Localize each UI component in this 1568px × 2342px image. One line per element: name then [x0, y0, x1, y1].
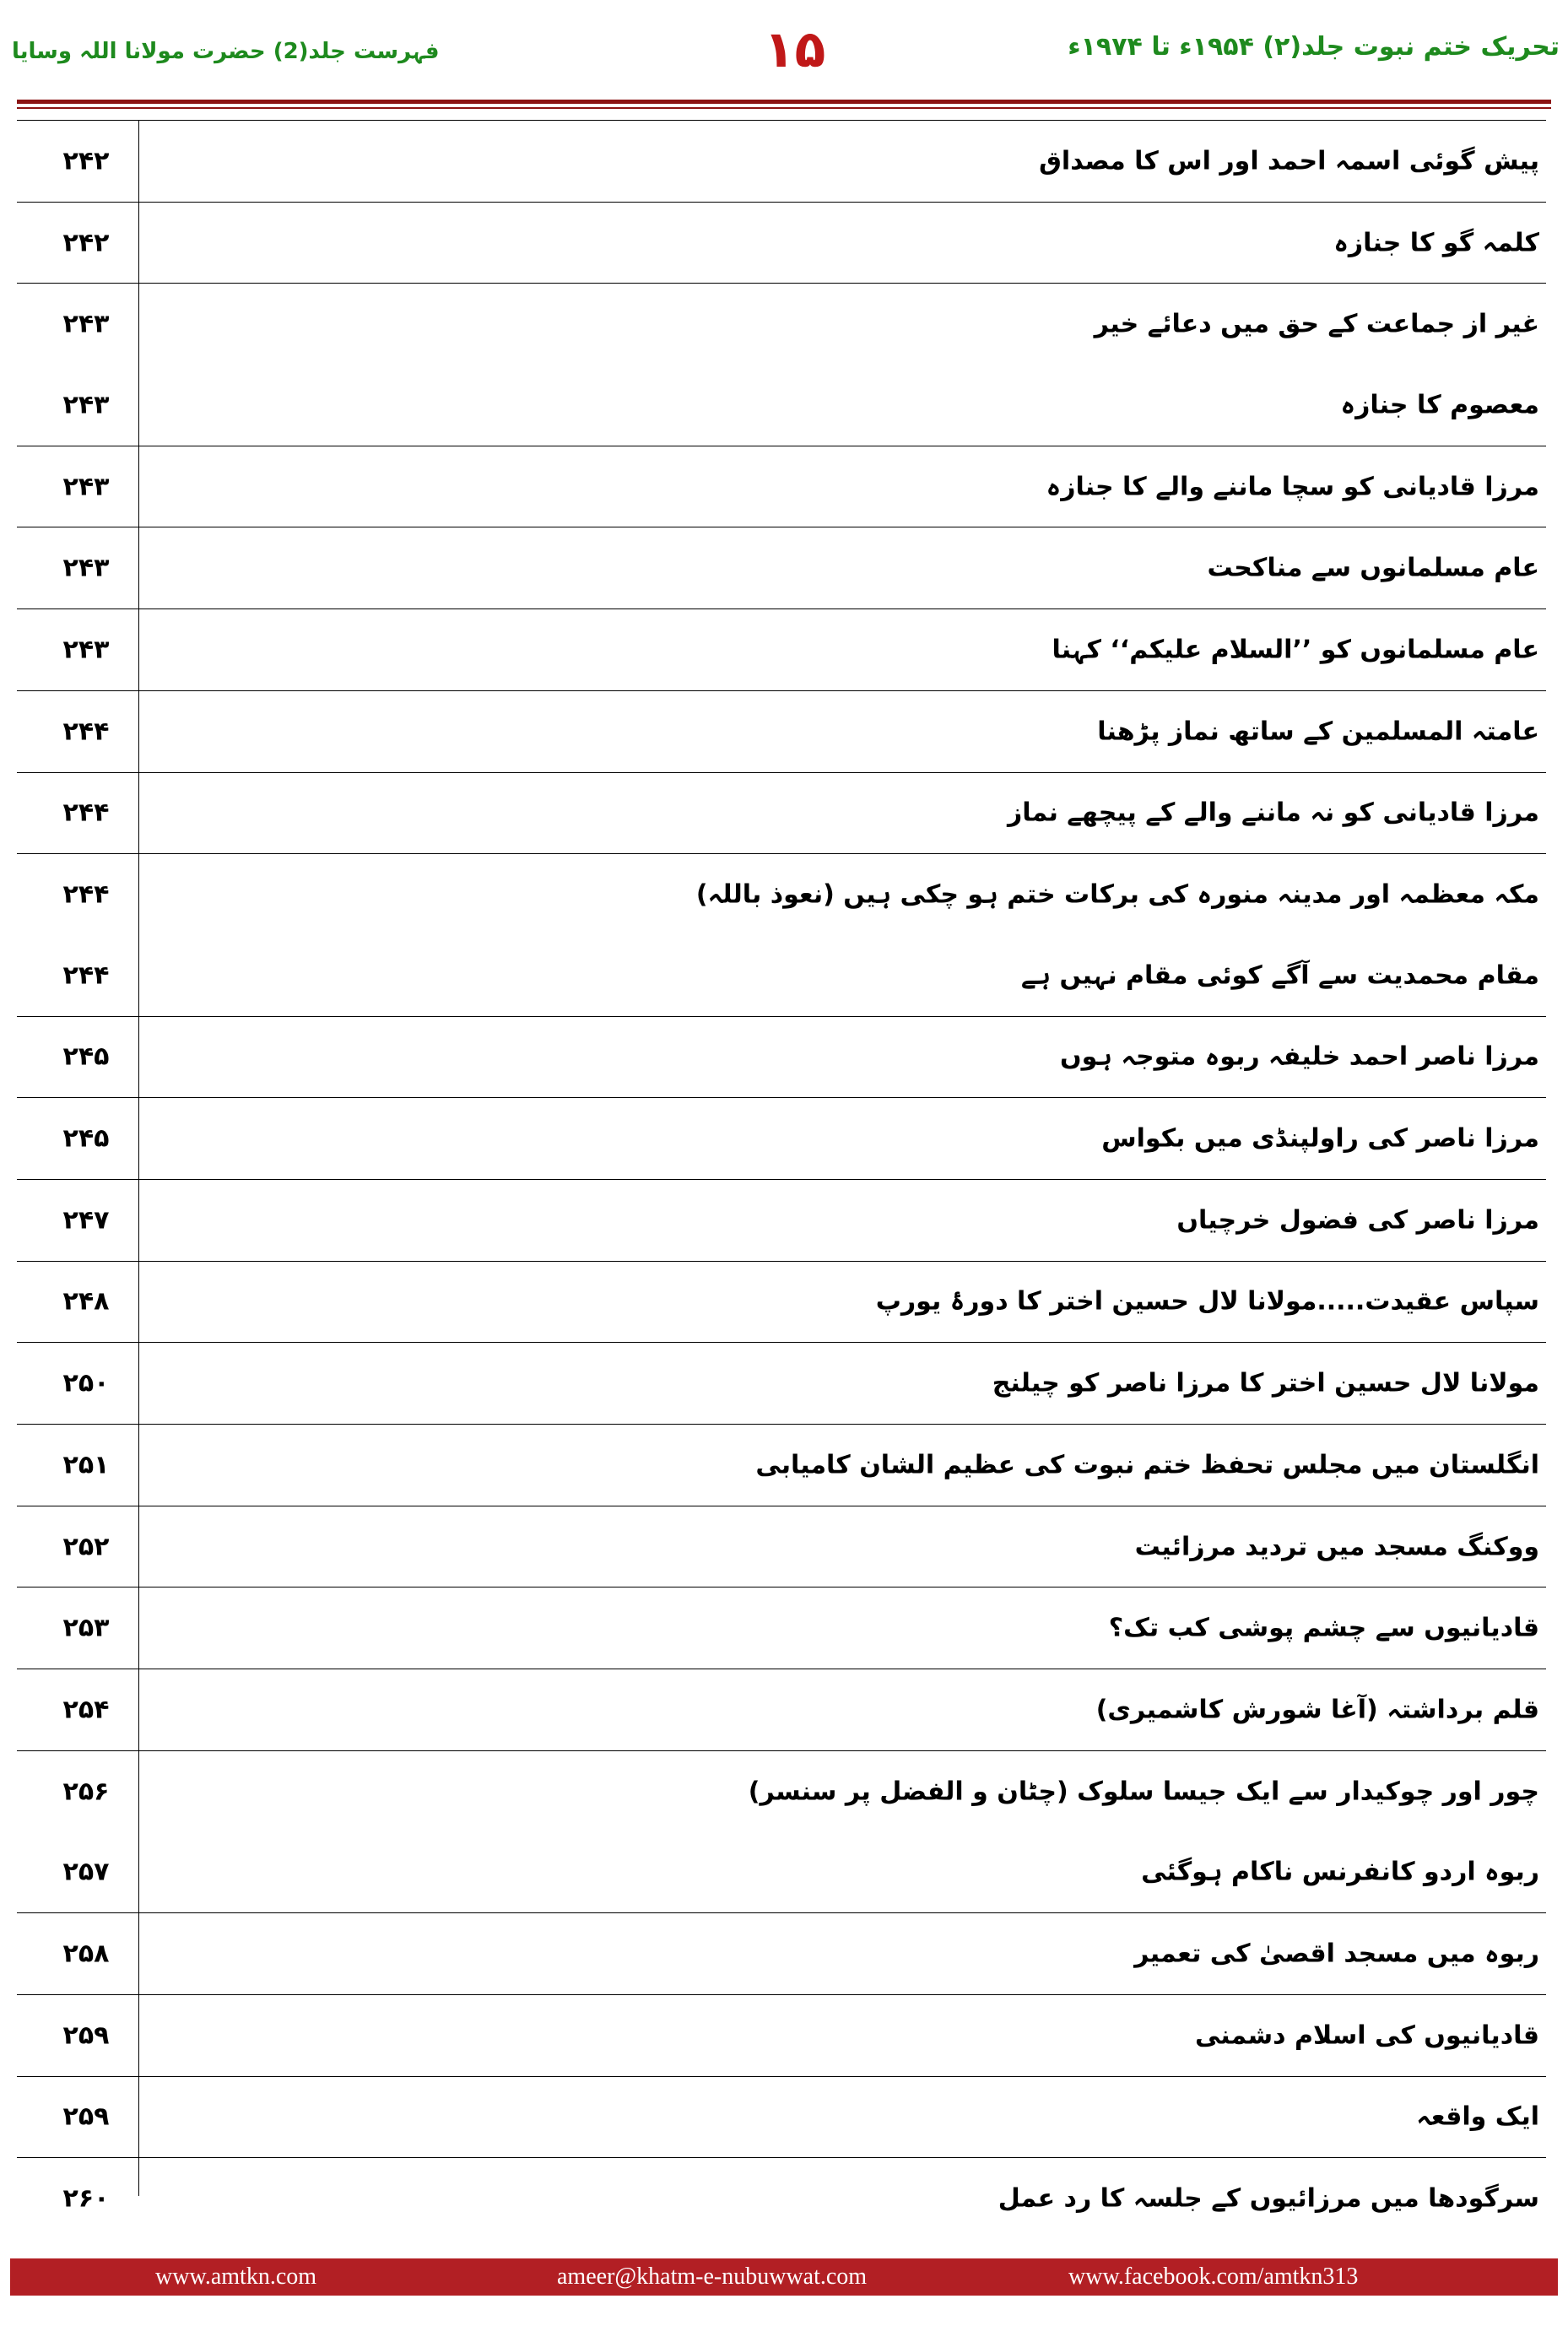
toc-entry-page: ۲۴۴: [62, 798, 110, 828]
toc-row: [17, 1506, 1546, 1588]
header-rule: [17, 100, 1551, 104]
toc-row: [17, 284, 1546, 365]
page-footer: [10, 2258, 1558, 2296]
toc-row: [17, 1995, 1546, 2077]
toc-entry-title: غیر از جماعت کے حق میں دعائے خیر: [1094, 309, 1539, 339]
toc-entry-title: ووکنگ مسجد میں تردید مرزائیت: [1134, 1532, 1539, 1562]
toc-row: [17, 609, 1546, 691]
toc-entry-title: مرزا ناصر کی فضول خرچیاں: [1176, 1205, 1539, 1236]
toc-entry-title: مرزا ناصر احمد خلیفہ ربوہ متوجہ ہوں: [1059, 1041, 1539, 1072]
toc-row: [17, 935, 1546, 1017]
toc-entry-title: ربوہ میں مسجد اقصیٰ کی تعمیر: [1134, 1939, 1539, 1969]
toc-entry-title: معصوم کا جنازہ: [1340, 390, 1539, 420]
toc-entry-page: ۲۴۷: [62, 1205, 110, 1236]
header-rule-thin: [17, 107, 1551, 109]
toc-entry-page: ۲۵۸: [62, 1939, 110, 1969]
toc-entry-title: مرزا قادیانی کو نہ ماننے والے کے پیچھے نماز: [1007, 798, 1539, 828]
book-title: تحریک ختم نبوت جلد(۲) ۱۹۵۴ء تا ۱۹۷۴ء: [1068, 32, 1560, 62]
toc-entry-page: ۲۴۸: [62, 1286, 110, 1317]
toc-row: [17, 1425, 1546, 1506]
toc-entry-title: انگلستان میں مجلس تحفظ ختم نبوت کی عظیم الشان کامیابی: [755, 1450, 1539, 1480]
toc-entry-title: مولانا لال حسین اختر کا مرزا ناصر کو چیلنج: [992, 1368, 1539, 1398]
toc-entry-page: ۲۵۷: [62, 1857, 110, 1887]
toc-entry-page: ۲۵۲: [62, 1532, 110, 1562]
toc-entry-page: ۲۴۳: [62, 309, 110, 339]
toc-row: [17, 1017, 1546, 1099]
section-title: فہرست جلد(2) حضرت مولانا اللہ وسایا: [12, 39, 440, 64]
toc-row: [17, 1343, 1546, 1425]
toc-entry-page: ۲۵۴: [62, 1695, 110, 1725]
toc-entry-title: سپاس عقیدت.....مولانا لال حسین اختر کا دورۂ یورپ: [875, 1286, 1539, 1317]
toc-row: [17, 1751, 1546, 1832]
email-link[interactable]: ameer@khatm-e-nubuwwat.com: [557, 2264, 868, 2290]
toc-entry-page: ۲۴۵: [62, 1041, 110, 1072]
toc-entry-title: کلمہ گو کا جنازہ: [1333, 228, 1539, 258]
toc-entry-page: ۲۴۲: [62, 146, 110, 176]
toc-entry-title: قادیانیوں کی اسلام دشمنی: [1194, 2020, 1539, 2051]
toc-entry-page: ۲۵۶: [62, 1777, 110, 1807]
toc-row: [17, 1669, 1546, 1751]
toc-row: [17, 1587, 1546, 1669]
toc-entry-page: ۲۴۳: [62, 390, 110, 420]
toc-entry-title: مقام محمدیت سے آگے کوئی مقام نہیں ہے: [1020, 960, 1539, 991]
toc-row: [17, 1180, 1546, 1262]
facebook-link[interactable]: www.facebook.com/amtkn313: [1068, 2264, 1359, 2290]
toc-entry-page: ۲۴۲: [62, 228, 110, 258]
toc-entry-page: ۲۵۱: [62, 1450, 110, 1480]
toc-row: [17, 365, 1546, 446]
toc-entry-title: ایک واقعہ: [1416, 2101, 1539, 2132]
toc-row: [17, 1098, 1546, 1180]
page-header: [0, 0, 1568, 100]
toc-entry-page: ۲۵۰: [62, 1368, 110, 1398]
toc-entry-page: ۲۴۴: [62, 717, 110, 747]
toc-entry-title: عامتہ المسلمین کے ساتھ نماز پڑھنا: [1097, 717, 1539, 747]
page-number: ۱۵: [764, 20, 826, 79]
toc-entry-title: عام مسلمانوں کو ’’السلام علیکم‘‘ کہنا: [1052, 635, 1539, 665]
toc-entry-page: ۲۵۳: [62, 1613, 110, 1643]
toc-entry-title: چور اور چوکیدار سے ایک جیسا سلوک (چٹان و الفضل پر سنسر): [748, 1777, 1539, 1807]
toc-entry-page: ۲۴۴: [62, 879, 110, 910]
toc-entry-title: مکہ معظمہ اور مدینہ منورہ کی برکات ختم ہو چکی ہیں (نعوذ باللہ): [695, 879, 1539, 910]
toc-entry-page: ۲۴۴: [62, 960, 110, 991]
toc-entry-title: ربوہ اردو کانفرنس ناکام ہوگئی: [1141, 1857, 1539, 1887]
toc-entry-title: قادیانیوں سے چشم پوشی کب تک؟: [1108, 1613, 1539, 1643]
toc-entry-page: ۲۴۵: [62, 1123, 110, 1154]
toc-row: [17, 773, 1546, 855]
toc-entry-title: پیش گوئی اسمہ احمد اور اس کا مصداق: [1039, 146, 1539, 176]
toc-row: [17, 1831, 1546, 1913]
toc-entry-title: مرزا ناصر کی راولپنڈی میں بکواس: [1101, 1123, 1539, 1154]
toc-row: [17, 527, 1546, 609]
toc-entry-page: ۲۴۳: [62, 472, 110, 502]
toc-entry-title: عام مسلمانوں سے مناکحت: [1207, 553, 1539, 583]
toc-entry-page: ۲۵۹: [62, 2101, 110, 2132]
toc-entry-title: قلم برداشتہ (آغا شورش کاشمیری): [1095, 1695, 1539, 1725]
toc-entry-title: مرزا قادیانی کو سچا ماننے والے کا جنازہ: [1046, 472, 1539, 502]
toc-row: [17, 446, 1546, 528]
toc-row: [17, 2077, 1546, 2159]
toc-row: [17, 691, 1546, 773]
website-link[interactable]: www.amtkn.com: [155, 2264, 317, 2290]
toc-row: [17, 1262, 1546, 1344]
toc-row: [17, 1913, 1546, 1995]
toc-entry-page: ۲۴۳: [62, 635, 110, 665]
toc-row: [17, 203, 1546, 284]
toc-entry-page: ۲۴۳: [62, 553, 110, 583]
table-of-contents: [17, 120, 1546, 2239]
toc-entry-title: سرگودھا میں مرزائیوں کے جلسہ کا رد عمل: [998, 2183, 1539, 2214]
toc-row: [17, 121, 1546, 203]
toc-row: [17, 2158, 1546, 2239]
toc-entry-page: ۲۶۰: [62, 2183, 110, 2214]
toc-entry-page: ۲۵۹: [62, 2020, 110, 2051]
toc-row: [17, 854, 1546, 935]
